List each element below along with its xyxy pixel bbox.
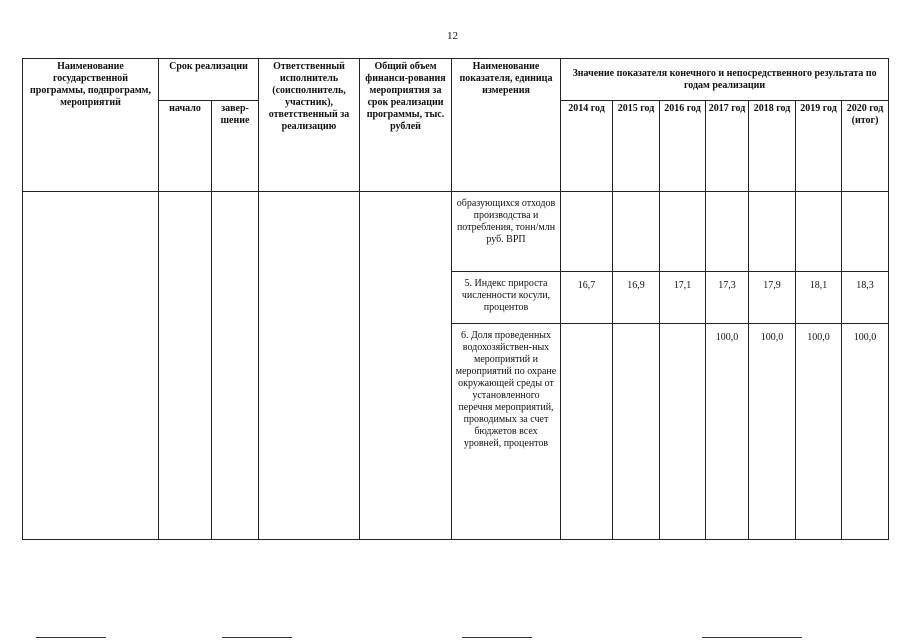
executor-cell (259, 192, 360, 540)
table-row (23, 192, 889, 272)
header-year-2014: 2014 год (561, 101, 613, 192)
header-funding: Общий объем финанси-рования мероприятия за срок реализации программы, тыс. рублей (360, 59, 452, 192)
scan-artifact-line (702, 637, 802, 638)
header-indicator: Наименование показателя, единица измерения (452, 59, 561, 192)
value-cell (561, 192, 613, 272)
value-cell: 100,0 (749, 324, 796, 540)
scan-artifact-line (462, 637, 532, 638)
header-year-2015: 2015 год (613, 101, 660, 192)
scan-artifact-line (36, 637, 106, 638)
indicator-cell: образующихся отходов производства и потребления, тонн/млн руб. ВРП (452, 192, 561, 272)
value-cell (660, 192, 706, 272)
value-cell (706, 192, 749, 272)
header-term: Срок реализации (159, 59, 259, 101)
scan-artifact-line (222, 637, 292, 638)
indicator-cell: 5. Индекс прироста численности косули, процентов (452, 272, 561, 324)
value-cell: 17,9 (749, 272, 796, 324)
term-start-cell (159, 192, 212, 540)
header-year-2016: 2016 год (660, 101, 706, 192)
indicator-cell: 6. Доля проведенных водохозяйствен-ных мероприятий и мероприятий по охране окружающей среды от установленного перечня мероприятий, проводимых за счет бюджетов всех уровней, процентов (452, 324, 561, 540)
value-cell: 100,0 (706, 324, 749, 540)
header-term-end: завер-шение (212, 101, 259, 192)
value-cell: 17,3 (706, 272, 749, 324)
value-cell: 100,0 (842, 324, 889, 540)
term-end-cell (212, 192, 259, 540)
value-cell: 16,9 (613, 272, 660, 324)
value-cell: 18,1 (796, 272, 842, 324)
value-cell: 100,0 (796, 324, 842, 540)
header-year-2019: 2019 год (796, 101, 842, 192)
value-cell: 16,7 (561, 272, 613, 324)
header-year-2017: 2017 год (706, 101, 749, 192)
funding-cell (360, 192, 452, 540)
value-cell (660, 324, 706, 540)
header-program-name: Наименование государственной программы, подпрограмм, мероприятий (23, 59, 159, 192)
value-cell (749, 192, 796, 272)
header-year-2020: 2020 год (итог) (842, 101, 889, 192)
program-name-cell (23, 192, 159, 540)
header-values-group: Значение показателя конечного и непосредственного результата по годам реализации (561, 59, 889, 101)
value-cell (796, 192, 842, 272)
value-cell: 17,1 (660, 272, 706, 324)
value-cell (613, 324, 660, 540)
value-cell (561, 324, 613, 540)
value-cell (842, 192, 889, 272)
header-executor: Ответственный исполнитель (соисполнитель, участник), ответственный за реализацию (259, 59, 360, 192)
page-number: 12 (447, 30, 458, 42)
value-cell (613, 192, 660, 272)
header-year-2018: 2018 год (749, 101, 796, 192)
value-cell: 18,3 (842, 272, 889, 324)
header-term-start: начало (159, 101, 212, 192)
program-table (22, 58, 889, 540)
